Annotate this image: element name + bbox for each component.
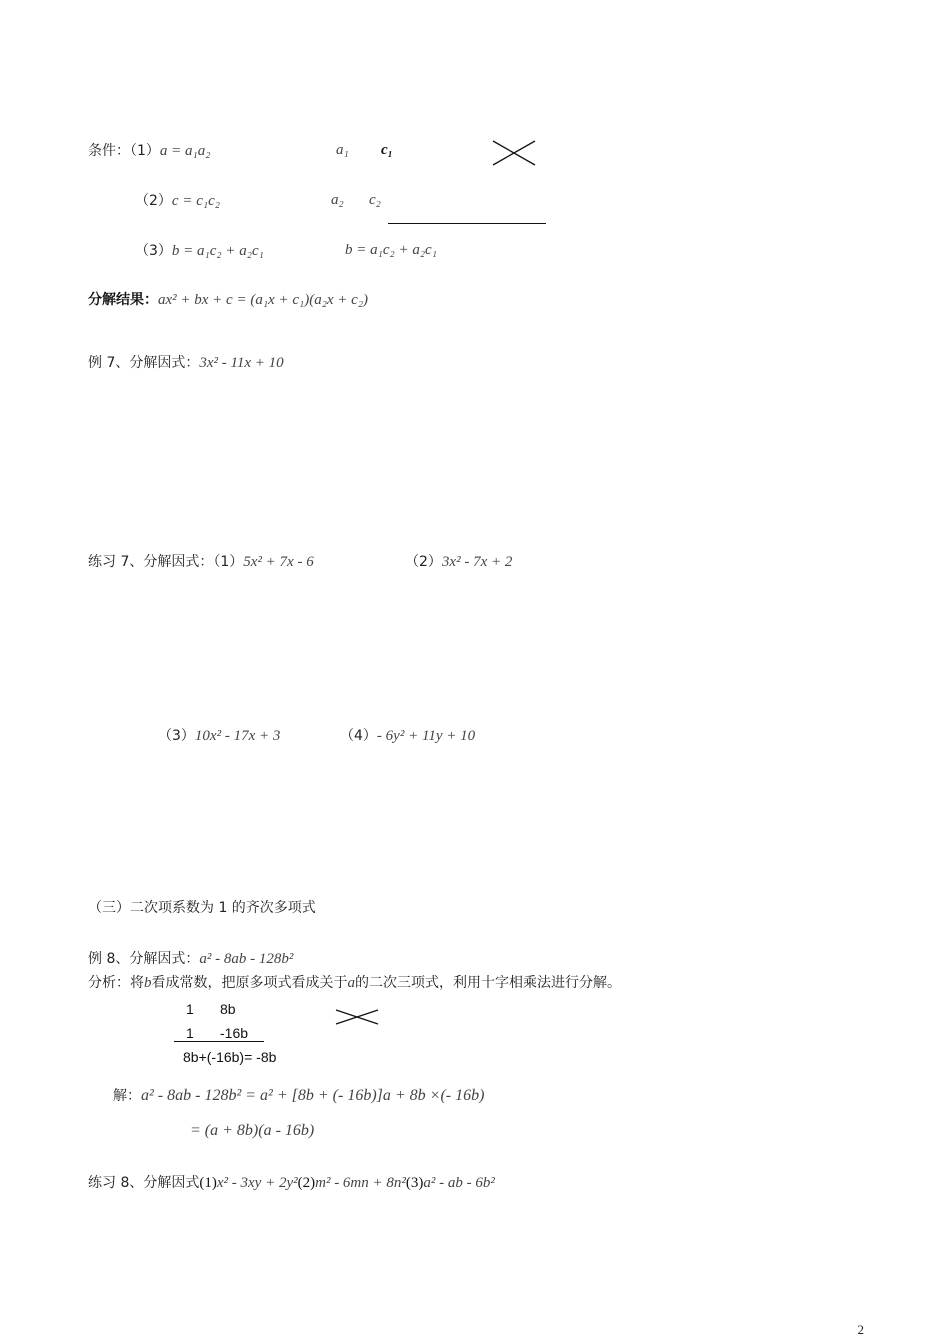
example-8-label: 例 8、分解因式：	[88, 951, 200, 967]
cross8-divider-line	[174, 1041, 264, 1042]
analysis-text-2: 看成常数，把原多项式看成关于	[151, 975, 348, 991]
exercise-7-p3	[158, 725, 280, 746]
exercise-7-p4-expression: - 6y² + 11y + 10	[376, 728, 476, 744]
cross-a2: a₂	[331, 192, 344, 208]
example-7-expression: 3x² - 11x + 10	[199, 355, 284, 371]
exercise-7-p1-expression: 5x² + 7x - 6	[243, 554, 314, 570]
exercise-7-p1-number: （1）	[213, 554, 244, 570]
exercise-8-p3-expression: a² - ab - 6b²	[423, 1175, 495, 1191]
exercise-7-p2-expression: 3x² - 7x + 2	[441, 554, 513, 570]
example-7	[88, 352, 284, 373]
exercise-8-p2-number: (2)	[297, 1175, 316, 1191]
solution-expression-1: a² - 8ab - 128b² = a² + [8b + (- 16b)]a + 8b ×(- 16b)	[141, 1087, 485, 1104]
analysis-var-b: b	[144, 975, 152, 991]
cross-c2: c₂	[369, 192, 381, 208]
cross-multiplication-icon	[491, 139, 537, 167]
analysis-text-1: 分析：将	[88, 975, 144, 991]
analysis-text-3: 的二次三项式，利用十字相乘法进行分解。	[355, 975, 621, 991]
condition-3-number: （3）	[135, 243, 172, 259]
example-8-solution-line-2: = (a + 8b)(a - 16b)	[190, 1122, 315, 1139]
section-3-heading: （三）二次项系数为 1 的齐次多项式	[88, 900, 316, 916]
exercise-7-p4-number: （4）	[340, 728, 377, 744]
exercise-8-p3-number: (3)	[405, 1175, 424, 1191]
analysis-var-a: a	[347, 975, 355, 991]
example-8-expression: a² - 8ab - 128b²	[199, 951, 294, 967]
exercise-8	[88, 1172, 495, 1193]
cross-c1: c₁	[381, 142, 393, 158]
cross8-row2-left: 1	[186, 1025, 194, 1041]
exercise-8-p1-expression: x² - 3xy + 2y²	[216, 1175, 298, 1191]
cross8-row1-left: 1	[186, 1001, 194, 1017]
cross8-row2-right: -16b	[220, 1025, 249, 1041]
cross-multiplication-icon	[334, 1008, 380, 1026]
cross8-sum: 8b+(-16b)= -8b	[183, 1049, 277, 1065]
exercise-8-p1-number: (1)	[199, 1175, 217, 1191]
conditions-row-1	[88, 140, 210, 161]
exercise-7-row-1	[88, 551, 314, 572]
cross-a1: a₁	[336, 142, 349, 158]
exercise-8-label: 练习 8、分解因式	[88, 1175, 200, 1191]
condition-2-expression: c = c₁c₂	[171, 193, 220, 209]
conditions-row-3	[135, 240, 264, 261]
conditions-label: 条件：	[88, 143, 130, 159]
exercise-8-p2-expression: m² - 6mn + 8n²	[315, 1175, 406, 1191]
result-expression: ax² + bx + c = (a₁x + c₁)(a₂x + c₂)	[158, 292, 369, 308]
page-number: 2	[857, 1322, 864, 1337]
exercise-7-p4	[340, 725, 475, 746]
condition-1-expression: a = a₁a₂	[159, 143, 211, 159]
cross-divider-line	[388, 223, 546, 224]
cross-result: b = a₁c₂ + a₂c₁	[345, 242, 437, 258]
example-7-label: 例 7、分解因式：	[88, 355, 200, 371]
result-label: 分解结果：	[88, 292, 158, 308]
cross8-row1-right: 8b	[220, 1001, 236, 1017]
exercise-7-p2-number: （2）	[405, 554, 442, 570]
exercise-7-p3-number: （3）	[158, 728, 195, 744]
example-8-analysis	[88, 972, 621, 993]
exercise-7-p2	[405, 551, 512, 572]
condition-1-number: （1）	[130, 143, 160, 159]
example-8	[88, 948, 293, 969]
conditions-row-2	[135, 190, 220, 211]
exercise-7-label: 练习 7、分解因式：	[88, 554, 214, 570]
result-row	[88, 289, 368, 310]
condition-3-expression: b = a₁c₂ + a₂c₁	[171, 243, 264, 259]
example-8-solution-line-1	[113, 1085, 484, 1106]
condition-2-number: （2）	[135, 193, 172, 209]
solution-label: 解：	[113, 1088, 141, 1104]
exercise-7-p3-expression: 10x² - 17x + 3	[194, 728, 281, 744]
